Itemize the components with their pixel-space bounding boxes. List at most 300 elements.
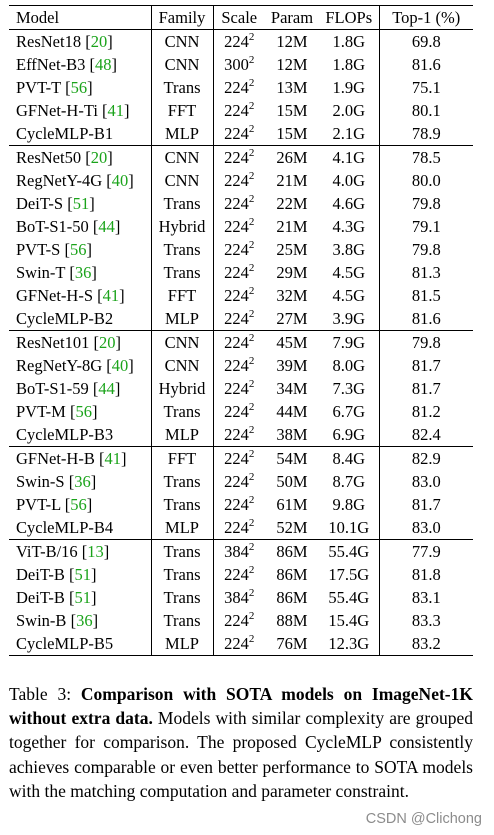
- cell-model: BoT-S1-50 [44]: [9, 215, 151, 238]
- scale-value: 224: [224, 379, 249, 398]
- citation-link[interactable]: 56: [75, 402, 92, 421]
- scale-value: 384: [224, 588, 249, 607]
- cell-flops: 4.5G: [319, 261, 379, 284]
- cell-top1: 81.7: [411, 379, 441, 398]
- scale-exponent: 2: [248, 494, 255, 506]
- cell-scale: [213, 122, 265, 146]
- scale-exponent: 2: [248, 355, 255, 367]
- scale-exponent: 2: [248, 123, 255, 135]
- model-name: Swin-S: [16, 472, 65, 491]
- cell-top1: 78.9: [411, 124, 441, 143]
- cell-model: GFNet-H-Ti [41]: [9, 99, 151, 122]
- cell-flops: 15.4G: [319, 609, 379, 632]
- scale-exponent: 2: [248, 471, 255, 483]
- scale-value: 224: [224, 495, 249, 514]
- cell-model: PVT-L [56]: [9, 493, 151, 516]
- cell-family: MLP: [151, 122, 213, 146]
- cell-flops: 1.9G: [319, 76, 379, 99]
- caption-label: Table 3:: [9, 684, 81, 704]
- cell-model: GFNet-H-S [41]: [9, 284, 151, 307]
- scale-exponent: 2: [248, 633, 255, 645]
- cell-flops: 55.4G: [319, 586, 379, 609]
- scale-value: 224: [224, 472, 249, 491]
- cell-family: CNN: [151, 169, 213, 192]
- table-row: [9, 563, 473, 586]
- table-row: [9, 447, 473, 471]
- table-row: [9, 423, 473, 447]
- header-scale: Scale: [213, 6, 265, 30]
- cell-param: 38M: [276, 425, 308, 444]
- cell-top1: 81.6: [411, 309, 441, 328]
- citation-link[interactable]: 56: [70, 78, 88, 97]
- cell-param: 22M: [276, 194, 308, 213]
- cell-scale: [213, 470, 265, 493]
- model-name: EffNet-B3: [16, 55, 86, 74]
- cell-model: PVT-M [56]: [9, 400, 151, 423]
- scale-value: 224: [224, 402, 249, 421]
- cell-scale: [213, 215, 265, 238]
- cell-family: Trans: [151, 76, 213, 99]
- model-name: ResNet50: [16, 148, 82, 167]
- cell-family: Trans: [151, 470, 213, 493]
- table-row: [9, 192, 473, 215]
- cell-param: 76M: [265, 632, 319, 656]
- cell-top1: 81.7: [411, 495, 441, 514]
- model-name: PVT-M: [16, 402, 66, 421]
- model-name: GFNet-H-S: [16, 286, 93, 305]
- table-header-row: [9, 6, 473, 30]
- model-name: CycleMLP-B1: [16, 124, 114, 143]
- scale-value: 224: [224, 425, 249, 444]
- header-model: Model: [9, 6, 151, 30]
- model-name: BoT-S1-59: [16, 379, 89, 398]
- cell-model: [9, 516, 151, 540]
- cell-model: ResNet101 [20]: [9, 331, 151, 355]
- model-name: RegNetY-4G: [16, 171, 103, 190]
- scale-value: 224: [224, 518, 249, 537]
- cell-scale: [213, 30, 265, 54]
- table-row: [9, 609, 473, 632]
- cell-family: CNN: [151, 53, 213, 76]
- scale-exponent: 2: [248, 54, 255, 66]
- cell-family: MLP: [151, 423, 213, 447]
- scale-value: 224: [224, 240, 249, 259]
- model-name: DeiT-B: [16, 565, 65, 584]
- cell-flops: 7.3G: [319, 377, 379, 400]
- cell-flops: 12.3G: [319, 632, 379, 656]
- caption-text: Models with similar complexity are grouped together for comparison. The proposed CycleMLP consistently achieves comparable or even better performance to SOTA models with the matching computation and parameter constraint.: [9, 708, 474, 801]
- cell-param: 50M: [276, 472, 308, 491]
- header-top1: Top-1 (%): [379, 6, 473, 30]
- cell-top1: 81.6: [411, 55, 441, 74]
- cell-top1: 81.2: [411, 402, 441, 421]
- scale-exponent: 2: [248, 448, 255, 460]
- cell-top1: 83.3: [411, 611, 441, 630]
- model-name: PVT-S: [16, 240, 61, 259]
- cell-model: Swin-T [36]: [9, 261, 151, 284]
- cell-family: Trans: [151, 261, 213, 284]
- cell-scale: [213, 238, 265, 261]
- cell-flops: 7.9G: [319, 331, 379, 355]
- model-name: GFNet-H-Ti: [16, 101, 98, 120]
- cell-scale: [213, 493, 265, 516]
- cell-param: 34M: [276, 379, 308, 398]
- scale-exponent: 2: [248, 378, 255, 390]
- cell-param: 15M: [276, 124, 308, 143]
- cell-model: PVT-T [56]: [9, 76, 151, 99]
- model-name: CycleMLP-B2: [16, 309, 114, 328]
- cell-flops: 2.1G: [319, 122, 379, 146]
- scale-value: 300: [224, 55, 249, 74]
- cell-family: CNN: [151, 331, 213, 355]
- cell-scale: [213, 586, 265, 609]
- table-row: [9, 53, 473, 76]
- cell-scale: [213, 53, 265, 76]
- cell-param: 45M: [265, 331, 319, 355]
- model-name: DeiT-B: [16, 588, 65, 607]
- scale-value: 224: [224, 124, 249, 143]
- table-row: [9, 586, 473, 609]
- cell-scale: [213, 192, 265, 215]
- scale-exponent: 2: [248, 564, 255, 576]
- table-row: [9, 284, 473, 307]
- scale-value: 224: [224, 263, 249, 282]
- citation-link[interactable]: 36: [76, 611, 93, 630]
- scale-exponent: 2: [248, 262, 255, 274]
- cell-scale: [213, 609, 265, 632]
- scale-exponent: 2: [248, 193, 255, 205]
- scale-value: 224: [224, 309, 249, 328]
- cell-param: 88M: [276, 611, 308, 630]
- cell-scale: [213, 284, 265, 307]
- cell-flops: 1.8G: [319, 30, 379, 54]
- cell-flops: 8.7G: [319, 470, 379, 493]
- cell-model: PVT-S [56]: [9, 238, 151, 261]
- model-name: RegNetY-8G: [16, 356, 103, 375]
- cell-model: RegNetY-8G [40]: [9, 354, 151, 377]
- scale-exponent: 2: [248, 147, 255, 159]
- cell-model: ResNet50 [20]: [9, 146, 151, 170]
- model-name: BoT-S1-50: [16, 217, 89, 236]
- citation-link[interactable]: 36: [74, 472, 91, 491]
- model-name: ResNet101: [16, 333, 90, 352]
- header-flops: FLOPs: [319, 6, 379, 30]
- cell-scale: [213, 377, 265, 400]
- cell-top1: 83.0: [411, 472, 441, 491]
- citation-link[interactable]: 41: [107, 101, 125, 120]
- scale-value: 224: [224, 171, 249, 190]
- cell-model: DeiT-S [51]: [9, 192, 151, 215]
- cell-scale: [213, 261, 265, 284]
- table-row: [9, 261, 473, 284]
- citation-link[interactable]: 20: [90, 32, 108, 51]
- scale-exponent: 2: [248, 424, 255, 436]
- cell-model: Swin-B [36]: [9, 609, 151, 632]
- table-row: [9, 30, 473, 54]
- cell-family: MLP: [151, 307, 213, 331]
- scale-exponent: 2: [248, 517, 255, 529]
- cell-scale: [213, 400, 265, 423]
- table-row: [9, 354, 473, 377]
- cell-scale: [213, 632, 265, 656]
- citation-link[interactable]: 20: [98, 333, 116, 352]
- cell-top1: 83.2: [379, 632, 473, 656]
- cell-param: 13M: [276, 78, 308, 97]
- cell-param: 27M: [276, 309, 308, 328]
- scale-value: 224: [224, 32, 249, 51]
- cell-top1: 83.0: [411, 518, 441, 537]
- model-name: GFNet-H-B: [16, 449, 95, 468]
- table-row: [9, 400, 473, 423]
- table-row: [9, 307, 473, 331]
- cell-top1: 81.7: [411, 356, 441, 375]
- model-name: CycleMLP-B4: [16, 518, 114, 537]
- scale-exponent: 2: [248, 610, 255, 622]
- table-body: [9, 30, 473, 656]
- cell-flops: 4.1G: [319, 146, 379, 170]
- cell-top1: 81.3: [411, 263, 441, 282]
- scale-value: 224: [224, 565, 249, 584]
- cell-family: CNN: [151, 146, 213, 170]
- model-name: PVT-L: [16, 495, 61, 514]
- cell-top1: 80.0: [411, 171, 441, 190]
- cell-family: FFT: [151, 99, 213, 122]
- cell-top1: 83.1: [411, 588, 441, 607]
- cell-param: 39M: [276, 356, 308, 375]
- watermark: CSDN @Clichong: [365, 811, 482, 827]
- cell-flops: 9.8G: [319, 493, 379, 516]
- model-name: Swin-B: [16, 611, 67, 630]
- cell-flops: 6.9G: [319, 423, 379, 447]
- cell-scale: [213, 99, 265, 122]
- caption-bold: Comparison with SOTA models on ImageNet-1K without extra data.: [9, 684, 473, 729]
- cell-model: ViT-B/16 [13]: [9, 540, 151, 564]
- cell-param: 52M: [276, 518, 308, 537]
- cell-scale: [213, 307, 265, 331]
- cell-top1: 79.1: [411, 217, 441, 236]
- cell-family: Trans: [151, 540, 213, 564]
- scale-value: 224: [224, 286, 249, 305]
- cell-family: Trans: [151, 609, 213, 632]
- cell-model: EffNet-B3 [48]: [9, 53, 151, 76]
- scale-value: 224: [224, 449, 249, 468]
- scale-exponent: 2: [248, 587, 255, 599]
- cell-flops: 8.0G: [319, 354, 379, 377]
- cell-family: Trans: [151, 238, 213, 261]
- cell-top1: 82.4: [411, 425, 441, 444]
- citation-link[interactable]: 41: [102, 286, 120, 305]
- model-name: DeiT-S: [16, 194, 64, 213]
- comparison-table-container: [9, 5, 473, 656]
- cell-family: Trans: [151, 586, 213, 609]
- scale-exponent: 2: [248, 308, 255, 320]
- table-row: [9, 76, 473, 99]
- cell-top1: 81.5: [411, 286, 441, 305]
- scale-exponent: 2: [248, 100, 255, 112]
- cell-flops: 17.5G: [319, 563, 379, 586]
- citation-link[interactable]: 48: [94, 55, 112, 74]
- cell-param: 12M: [276, 32, 308, 51]
- cell-flops: 3.8G: [319, 238, 379, 261]
- cell-flops: 2.0G: [319, 99, 379, 122]
- citation-link[interactable]: 51: [72, 194, 90, 213]
- scale-value: 224: [224, 611, 249, 630]
- cell-family: CNN: [151, 30, 213, 54]
- cell-model: [9, 122, 151, 146]
- table-row: [9, 122, 473, 146]
- cell-flops: 6.7G: [319, 400, 379, 423]
- cell-top1: 75.1: [411, 78, 441, 97]
- scale-value: 224: [224, 217, 249, 236]
- cell-flops: 4.6G: [319, 192, 379, 215]
- cell-scale: [213, 169, 265, 192]
- cell-param: 44M: [276, 402, 308, 421]
- cell-top1: 79.8: [379, 331, 473, 355]
- table-row: [9, 215, 473, 238]
- cell-family: MLP: [151, 632, 213, 656]
- table-row: [9, 238, 473, 261]
- cell-scale: [213, 331, 265, 355]
- model-name: ResNet18: [16, 32, 82, 51]
- cell-param: 15M: [276, 101, 308, 120]
- citation-link[interactable]: 20: [90, 148, 108, 167]
- citation-link[interactable]: 13: [87, 542, 104, 561]
- citation-link[interactable]: 56: [69, 240, 87, 259]
- scale-exponent: 2: [248, 31, 255, 43]
- cell-family: Trans: [151, 192, 213, 215]
- cell-top1: 78.5: [379, 146, 473, 170]
- scale-exponent: 2: [248, 332, 255, 344]
- table-row: [9, 99, 473, 122]
- cell-family: FFT: [151, 284, 213, 307]
- cell-top1: 69.8: [411, 32, 441, 51]
- table-row: [9, 169, 473, 192]
- cell-flops: 8.4G: [319, 447, 379, 471]
- cell-model: DeiT-B [51]: [9, 563, 151, 586]
- header-family: Family: [151, 6, 213, 30]
- table-row: [9, 516, 473, 540]
- citation-link[interactable]: 44: [98, 217, 115, 236]
- model-name: CycleMLP-B3: [16, 425, 114, 444]
- cell-flops: 3.9G: [319, 307, 379, 331]
- cell-scale: [213, 354, 265, 377]
- scale-value: 224: [224, 101, 249, 120]
- scale-value: 224: [224, 356, 249, 375]
- scale-value: 224: [224, 78, 249, 97]
- model-name: PVT-T: [16, 78, 61, 97]
- cell-param: 26M: [265, 146, 319, 170]
- cell-flops: 4.3G: [319, 215, 379, 238]
- citation-link[interactable]: 44: [98, 379, 115, 398]
- scale-value: 224: [224, 194, 249, 213]
- scale-value: 224: [224, 634, 249, 653]
- scale-exponent: 2: [248, 216, 255, 228]
- cell-top1: 82.9: [379, 447, 473, 471]
- cell-model: BoT-S1-59 [44]: [9, 377, 151, 400]
- citation-link[interactable]: 51: [74, 588, 92, 607]
- cell-param: 86M: [276, 565, 308, 584]
- table-row: [9, 377, 473, 400]
- cell-param: 21M: [276, 217, 308, 236]
- cell-scale: [213, 516, 265, 540]
- cell-param: 32M: [276, 286, 308, 305]
- cell-family: MLP: [151, 516, 213, 540]
- model-name: ViT-B/16: [16, 542, 78, 561]
- scale-exponent: 2: [248, 285, 255, 297]
- cell-param: 25M: [276, 240, 308, 259]
- cell-flops: 4.0G: [319, 169, 379, 192]
- citation-link[interactable]: 51: [74, 565, 92, 584]
- cell-top1: 80.1: [411, 101, 441, 120]
- cell-scale: [213, 563, 265, 586]
- scale-exponent: 2: [248, 401, 255, 413]
- cell-flops: 10.1G: [319, 516, 379, 540]
- table-row: [9, 493, 473, 516]
- cell-param: 29M: [276, 263, 308, 282]
- cell-top1: 79.8: [411, 194, 441, 213]
- scale-exponent: 2: [248, 170, 255, 182]
- cell-family: Hybrid: [151, 215, 213, 238]
- cell-model: DeiT-B [51]: [9, 586, 151, 609]
- cell-flops: 55.4G: [319, 540, 379, 564]
- cell-param: 54M: [265, 447, 319, 471]
- cell-family: Trans: [151, 400, 213, 423]
- table-row: [9, 632, 473, 656]
- cell-model: GFNet-H-B [41]: [9, 447, 151, 471]
- cell-family: CNN: [151, 354, 213, 377]
- cell-param: 86M: [276, 588, 308, 607]
- cell-model: [9, 307, 151, 331]
- cell-top1: 77.9: [379, 540, 473, 564]
- citation-link[interactable]: 40: [111, 356, 129, 375]
- cell-model: [9, 632, 151, 656]
- table-row: [9, 470, 473, 493]
- cell-flops: 1.8G: [319, 53, 379, 76]
- citation-link[interactable]: 56: [70, 495, 87, 514]
- cell-family: Hybrid: [151, 377, 213, 400]
- cell-model: ResNet18 [20]: [9, 30, 151, 54]
- scale-value: 384: [224, 542, 249, 561]
- cell-param: 86M: [265, 540, 319, 564]
- cell-top1: 79.8: [411, 240, 441, 259]
- cell-top1: 81.8: [411, 565, 441, 584]
- cell-scale: [213, 423, 265, 447]
- cell-scale: [213, 76, 265, 99]
- model-name: CycleMLP-B5: [16, 634, 114, 653]
- model-name: Swin-T: [16, 263, 66, 282]
- cell-scale: [213, 146, 265, 170]
- table-row: [9, 331, 473, 355]
- citation-link[interactable]: 41: [104, 449, 121, 468]
- cell-model: [9, 423, 151, 447]
- cell-param: 12M: [276, 55, 308, 74]
- scale-exponent: 2: [248, 77, 255, 89]
- comparison-table: [9, 5, 473, 656]
- scale-value: 224: [224, 333, 249, 352]
- cell-model: Swin-S [36]: [9, 470, 151, 493]
- scale-value: 224: [224, 148, 249, 167]
- cell-scale: [213, 540, 265, 564]
- citation-link[interactable]: 40: [111, 171, 129, 190]
- cell-family: Trans: [151, 493, 213, 516]
- cell-family: FFT: [151, 447, 213, 471]
- cell-param: 21M: [276, 171, 308, 190]
- header-param: Param: [265, 6, 319, 30]
- table-row: [9, 146, 473, 170]
- cell-param: 61M: [276, 495, 308, 514]
- cell-flops: 4.5G: [319, 284, 379, 307]
- citation-link[interactable]: 36: [74, 263, 92, 282]
